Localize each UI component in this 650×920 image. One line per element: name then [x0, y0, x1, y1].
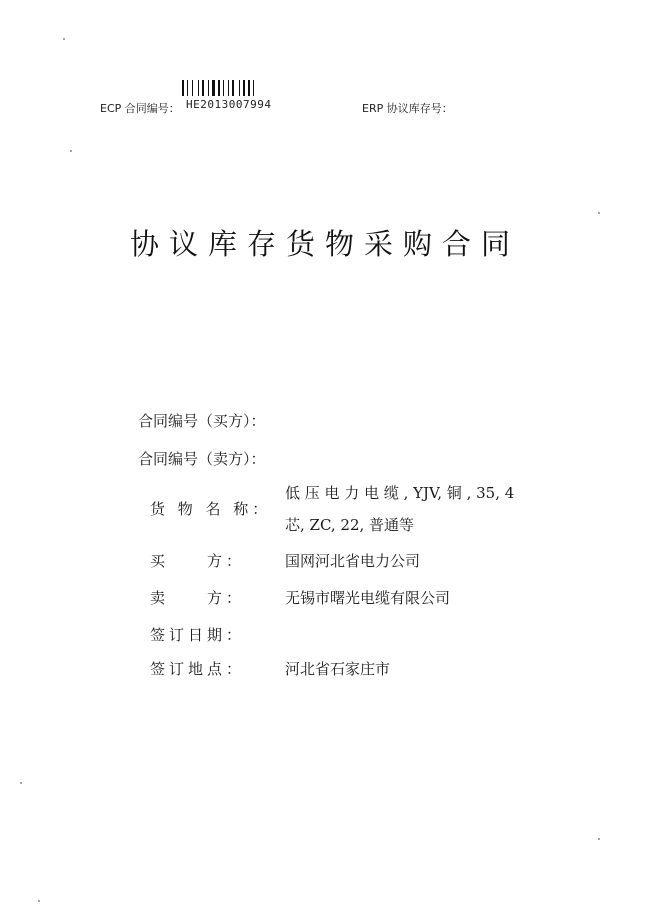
barcode-bar [212, 80, 215, 96]
barcode-bar [228, 80, 229, 96]
seller-contract-number-label: 合同编号（卖方）： [138, 450, 266, 468]
goods-name-value-line2: 芯, ZC, 22, 普通等 [285, 516, 415, 534]
signing-place-label: 签订地点： [150, 660, 246, 678]
signing-place-value: 河北省石家庄市 [285, 660, 391, 678]
seller-label: 卖 方： [150, 589, 246, 607]
scan-speck [70, 150, 72, 152]
scan-speck [598, 838, 600, 840]
barcode-bar [187, 80, 188, 96]
buyer-value: 国网河北省电力公司 [285, 552, 421, 570]
goods-name-value-line1: 低 压 电 力 电 缆 , YJV, 铜 , 35, 4 [285, 484, 515, 502]
scan-speck [20, 782, 22, 784]
scan-speck [63, 38, 65, 40]
barcode-bar [243, 80, 245, 96]
barcode-bar [182, 80, 184, 96]
barcode-bar [208, 80, 209, 96]
barcode-bar [248, 80, 250, 96]
buyer-contract-number-label: 合同编号（买方）： [138, 412, 266, 430]
signing-date-label: 签订日期： [150, 626, 246, 644]
buyer-label: 买 方： [150, 552, 246, 570]
seller-value: 无锡市曙光电缆有限公司 [285, 589, 451, 607]
scan-speck [598, 212, 600, 214]
barcode-bar [232, 80, 234, 96]
ecp-contract-number-value: HE2013007994 [186, 98, 272, 111]
barcode-bar [192, 80, 193, 96]
barcode-bar [253, 80, 254, 96]
barcode-bar [239, 80, 240, 96]
barcode [182, 80, 278, 96]
ecp-contract-number-label: ECP 合同编号： [100, 102, 180, 115]
barcode-bar [223, 80, 224, 96]
barcode-bar [198, 80, 199, 96]
goods-name-label: 货 物 名 称： [150, 500, 272, 518]
document-title: 协议库存货物采购合同 [129, 227, 520, 261]
scan-speck [38, 900, 40, 902]
erp-agreement-stock-number-label: ERP 协议库存号： [362, 102, 453, 115]
barcode-bar [202, 80, 204, 96]
barcode-bar [218, 80, 220, 96]
